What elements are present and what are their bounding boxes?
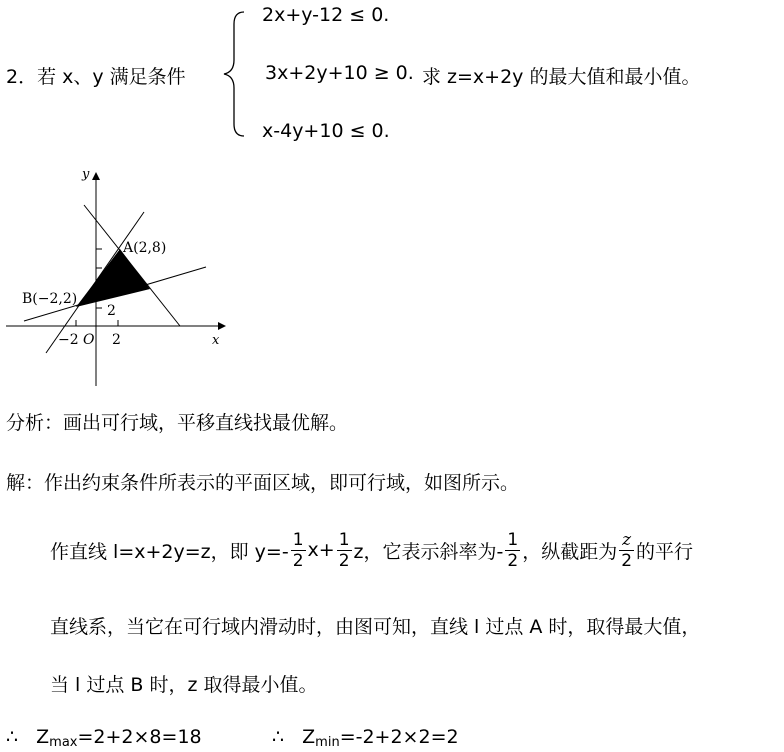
frac-den: 2 xyxy=(621,550,633,571)
zmin-sub: min xyxy=(315,735,340,750)
feasible-region xyxy=(76,249,150,307)
origin-label: O xyxy=(83,332,95,348)
zmax-z: Z xyxy=(36,726,50,748)
fraction-half-3 xyxy=(505,530,520,571)
x-axis-arrow-icon xyxy=(218,322,226,330)
line1-part-c: z，它表示斜率为- xyxy=(353,540,504,563)
y-axis-arrow-icon xyxy=(92,172,100,180)
point-b-label: B(−2,2) xyxy=(22,291,78,307)
tick-y-label: 2 xyxy=(107,303,116,319)
line1-part-a: 作直线 l=x+2y=z，即 y=- xyxy=(50,540,289,563)
analysis-text: 分析：画出可行域，平移直线找最优解。 xyxy=(6,412,349,434)
x-axis-label: x xyxy=(212,333,220,348)
curly-brace-icon xyxy=(218,8,248,140)
zmin-expr: =-2+2×2=2 xyxy=(339,726,459,748)
zmax-expr: =2+2×8=18 xyxy=(77,726,202,748)
tick-x-neg-label: −2 xyxy=(58,332,79,348)
frac-num: 1 xyxy=(507,529,519,550)
zmax-sub: max xyxy=(49,735,78,750)
frac-den: 2 xyxy=(338,550,350,571)
therefore-symbol: ∴ xyxy=(6,726,19,748)
frac-den: 2 xyxy=(507,550,519,571)
line1-part-e: 的平行 xyxy=(636,540,694,563)
frac-den: 2 xyxy=(292,550,304,571)
fraction-half-2 xyxy=(337,530,352,571)
tick-x-pos-label: 2 xyxy=(112,332,121,348)
line1-part-d: ，纵截距为 xyxy=(522,540,618,563)
point-a-label: A(2,8) xyxy=(123,240,167,256)
frac-num: z xyxy=(622,529,632,550)
line1-part-b: x+ xyxy=(307,539,335,561)
y-axis-label: y xyxy=(82,167,90,182)
solution-line-1 xyxy=(50,526,693,574)
therefore-symbol: ∴ xyxy=(272,726,285,748)
question-text: 求 z=x+2y 的最大值和最小值。 xyxy=(422,66,701,88)
fraction-z-over-2 xyxy=(619,530,634,571)
zmin-result xyxy=(272,726,459,750)
solution-line-2: 直线系，当它在可行域内滑动时，由图可知，直线 l 过点 A 时，取得最大值， xyxy=(50,616,701,638)
solution-intro: 解：作出约束条件所表示的平面区域，即可行域，如图所示。 xyxy=(6,472,520,494)
fraction-half-1 xyxy=(291,530,306,571)
constraint-2: 3x+2y+10 ≥ 0. xyxy=(265,62,414,84)
problem-number: 2．若 x、y 满足条件 xyxy=(6,66,186,88)
solution-line-3: 当 l 过点 B 时，z 取得最小值。 xyxy=(50,674,318,696)
zmin-z: Z xyxy=(302,726,316,748)
constraint-1: 2x+y-12 ≤ 0. xyxy=(262,4,390,26)
zmax-result xyxy=(6,726,202,750)
frac-num: 1 xyxy=(292,529,304,550)
constraint-3: x-4y+10 ≤ 0. xyxy=(262,120,390,142)
frac-num: 1 xyxy=(338,529,350,550)
feasible-region-figure xyxy=(0,160,240,390)
